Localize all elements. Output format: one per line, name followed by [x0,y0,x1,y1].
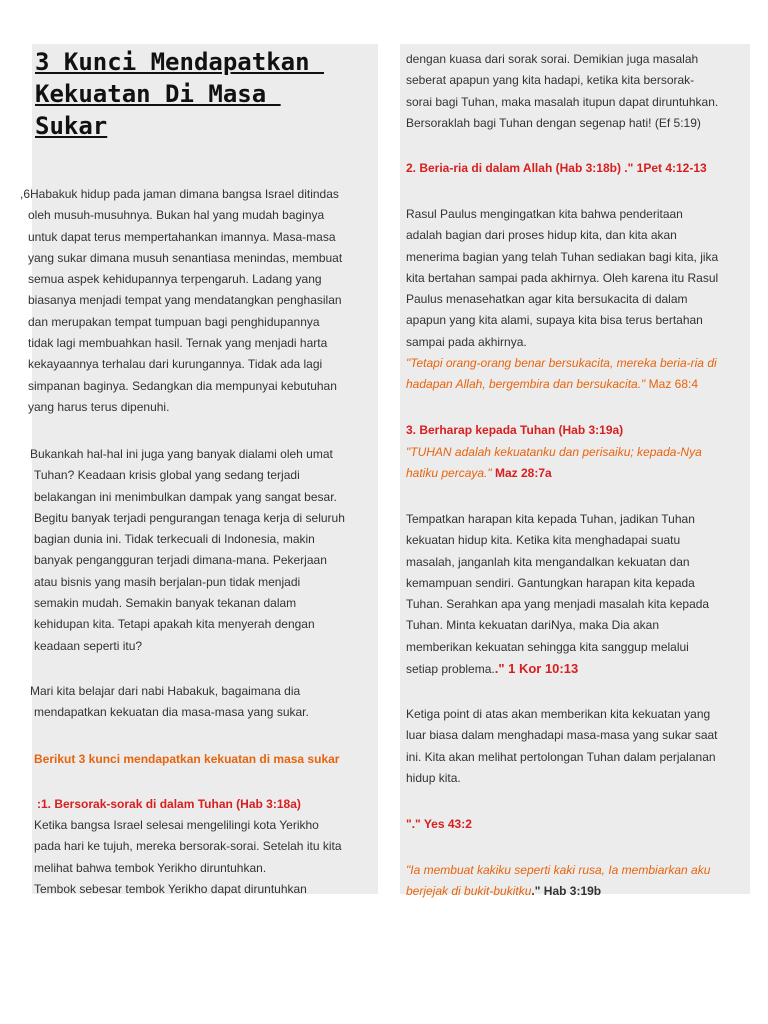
text-line: Ketika bangsa Israel selesai mengelilingi kota Yerikho [34,818,319,832]
text-line: oleh musuh-musuhnya. Bukan hal yang mudah baginya [28,208,325,223]
point-1-paragraph [34,815,342,900]
intro-paragraph [20,184,342,418]
text-line: masalah, janganlah kita mengandalkan kekuatan dan [406,554,690,569]
text-line: belakangan ini menimbulkan dampak yang sangat besar. [34,489,337,504]
paragraph-2 [30,444,345,657]
text-line: Tuhan. Minta kekuatan dariNya, maka Dia akan [406,618,660,633]
scripture-reference: Maz 68:4 [645,377,699,392]
text-line: menerima bagian yang telah Tuhan sediakan bagi kita, jika [406,249,719,264]
text-line: biasanya menjadi tempat yang mendatangkan penghasilan [28,293,342,308]
quote-text: berjejak di bukit-bukitku [406,884,532,899]
text-line: melihat bahwa tembok Yerikho diruntuhkan. [34,860,267,875]
paragraph-3 [30,681,309,724]
text-line: keadaan seperti itu? [34,638,143,653]
text-line: semua aspek kehidupannya terpengaruh. Ladang yang [28,272,322,287]
text-line: sampai pada akhirnya. [406,334,527,349]
text-line: apapun yang kita alami, supaya kita bisa terus bertahan [406,313,703,328]
point-1-heading: :1. Bersorak-sorak di dalam Tuhan (Hab 3:18a) [37,797,301,811]
text-line: bagian dunia ini. Tidak terkecuali di Indonesia, makin [34,532,315,547]
point-3-heading: 3. Berharap kepada Tuhan (Hab 3:19a) [406,423,624,437]
text-fragment: setiap problema. [406,662,495,677]
text-line: kekuatan hidup kita. Ketika kita menghadapai suatu [406,533,681,548]
text-line: untuk dapat terus mempertahankan imannya. Masa-masa [28,229,336,244]
text-line: luar biasa dalam menghadapi masa-masa yang sukar saat [406,728,718,743]
quote-text: hatiku percaya." [406,466,492,481]
text-line: pada hari ke tujuh, mereka bersorak-sorai. Setelah itu kita [34,839,342,854]
point-3-paragraph [406,509,709,680]
text-line: dan merupakan tempat tumpuan bagi penghidupannya [28,314,320,329]
text-line: seberat apapun yang kita hadapi, ketika kita bersorak- [406,73,695,88]
keys-intro-heading: Berikut 3 kunci mendapatkan kekuatan di masa sukar [34,752,340,766]
text-line: simpanan baginya. Sedangkan dia mempunyai kebutuhan [28,378,337,393]
text-line: yang sukar dimana musuh senantiasa menindas, membuat [28,250,343,265]
title-line: 3 Kunci Mendapatkan [35,48,324,76]
text-line: dengan kuasa dari sorak sorai. Demikian juga masalah [406,52,699,66]
text-line: Tembok sebesar tembok Yerikho dapat diruntuhkan [34,881,307,896]
scripture-reference: 1 Kor 10:13 [504,661,579,677]
page-title [35,46,324,142]
text-line: kehidupan kita. Tetapi apakah kita menyerah dengan [34,617,315,632]
quote-text: hadapan Allah, bergembira dan bersukacita." [406,377,646,392]
text-line: ini. Kita akan melihat pertolongan Tuhan dalam perjalanan [406,749,716,764]
text-line: Begitu banyak terjadi pengurangan tenaga kerja di seluruh [34,510,345,525]
text-line: hidup kita. [406,770,461,785]
quote-line [406,374,717,395]
text-line: semakin mudah. Semakin banyak tekanan dalam [34,596,297,611]
text-line: Mari kita belajar dari nabi Habakuk, bagaimana dia [30,684,301,698]
text-line: tidak lagi membuahkan hasil. Ternak yang menjadi harta [28,336,328,351]
quote-line: "Ia membuat kakiku seperti kaki rusa, Ia membiarkan aku [406,863,711,877]
scripture-reference: Maz 28:7a [491,466,552,481]
text-line: Tuhan. Serahkan apa yang menjadi masalah kita kepada [406,597,710,612]
text-line: Tuhan? Keadaan krisis global yang sedang terjadi [34,468,300,483]
text-line: sorai bagi Tuhan, maka masalah itupun dapat diruntuhkan. [406,94,719,109]
text-line: Paulus menasehatkan agar kita bersukacita di dalam [406,292,688,307]
text-line [406,658,709,680]
quote-mark: ." [494,661,505,677]
text-line: Tempatkan harapan kita kepada Tuhan, jadikan Tuhan [406,512,695,526]
continued-paragraph [406,49,718,134]
scripture-quote-3 [406,860,710,903]
text-line: yang harus terus dipenuhi. [28,399,170,414]
text-line: memberikan kekuatan sehingga kita sanggup melalui [406,639,689,654]
point-2-heading: 2. Beria-ria di dalam Allah (Hab 3:18b) ." 1Pet 4:12-13 [406,161,707,175]
text-line: Rasul Paulus mengingatkan kita bahwa penderitaan [406,207,683,221]
quote-line [406,463,702,484]
closing-paragraph [406,704,718,789]
scripture-reference-yes: "." Yes 43:2 [406,817,472,831]
quote-line: "TUHAN adalah kekuatanku dan perisaiku; kepada-Nya [406,445,702,459]
text-line: kita bertahan sampai pada akhirnya. Oleh karena itu Rasul [406,270,719,285]
text-line: banyak pengangguran terjadi dimana-mana. Pekerjaan [34,553,327,568]
text-line: ,6Habakuk hidup pada jaman dimana bangsa Israel ditindas [20,187,339,201]
quote-line: "Tetapi orang-orang benar bersukacita, mereka beria-ria di [406,356,717,370]
quote-mark: ." [531,884,541,899]
text-line: mendapatkan kekuatan dia masa-masa yang sukar. [34,705,309,720]
text-line: Bersoraklah bagi Tuhan dengan segenap hati! (Ef 5:19) [406,115,701,130]
text-line: kekayaannya terhalau dari kurungannya. Tidak ada lagi [28,357,323,372]
scripture-quote-1 [406,353,717,396]
text-line: Bukankah hal-hal ini juga yang banyak dialami oleh umat [30,447,333,461]
scripture-reference: Hab 3:19b [540,884,602,899]
text-line: atau bisnis yang masih berjalan-pun tidak menjadi [34,574,301,589]
point-2-paragraph [406,204,718,353]
quote-line [406,881,710,902]
title-line: Kekuatan Di Masa [35,80,281,108]
text-line: kemampuan sendiri. Gantungkan harapan kita kepada [406,575,695,590]
scripture-quote-2 [406,442,702,485]
text-line: Ketiga point di atas akan memberikan kita kekuatan yang [406,707,711,721]
title-line: Sukar [35,112,108,140]
text-line: adalah bagian dari proses hidup kita, dan kita akan [406,228,677,243]
